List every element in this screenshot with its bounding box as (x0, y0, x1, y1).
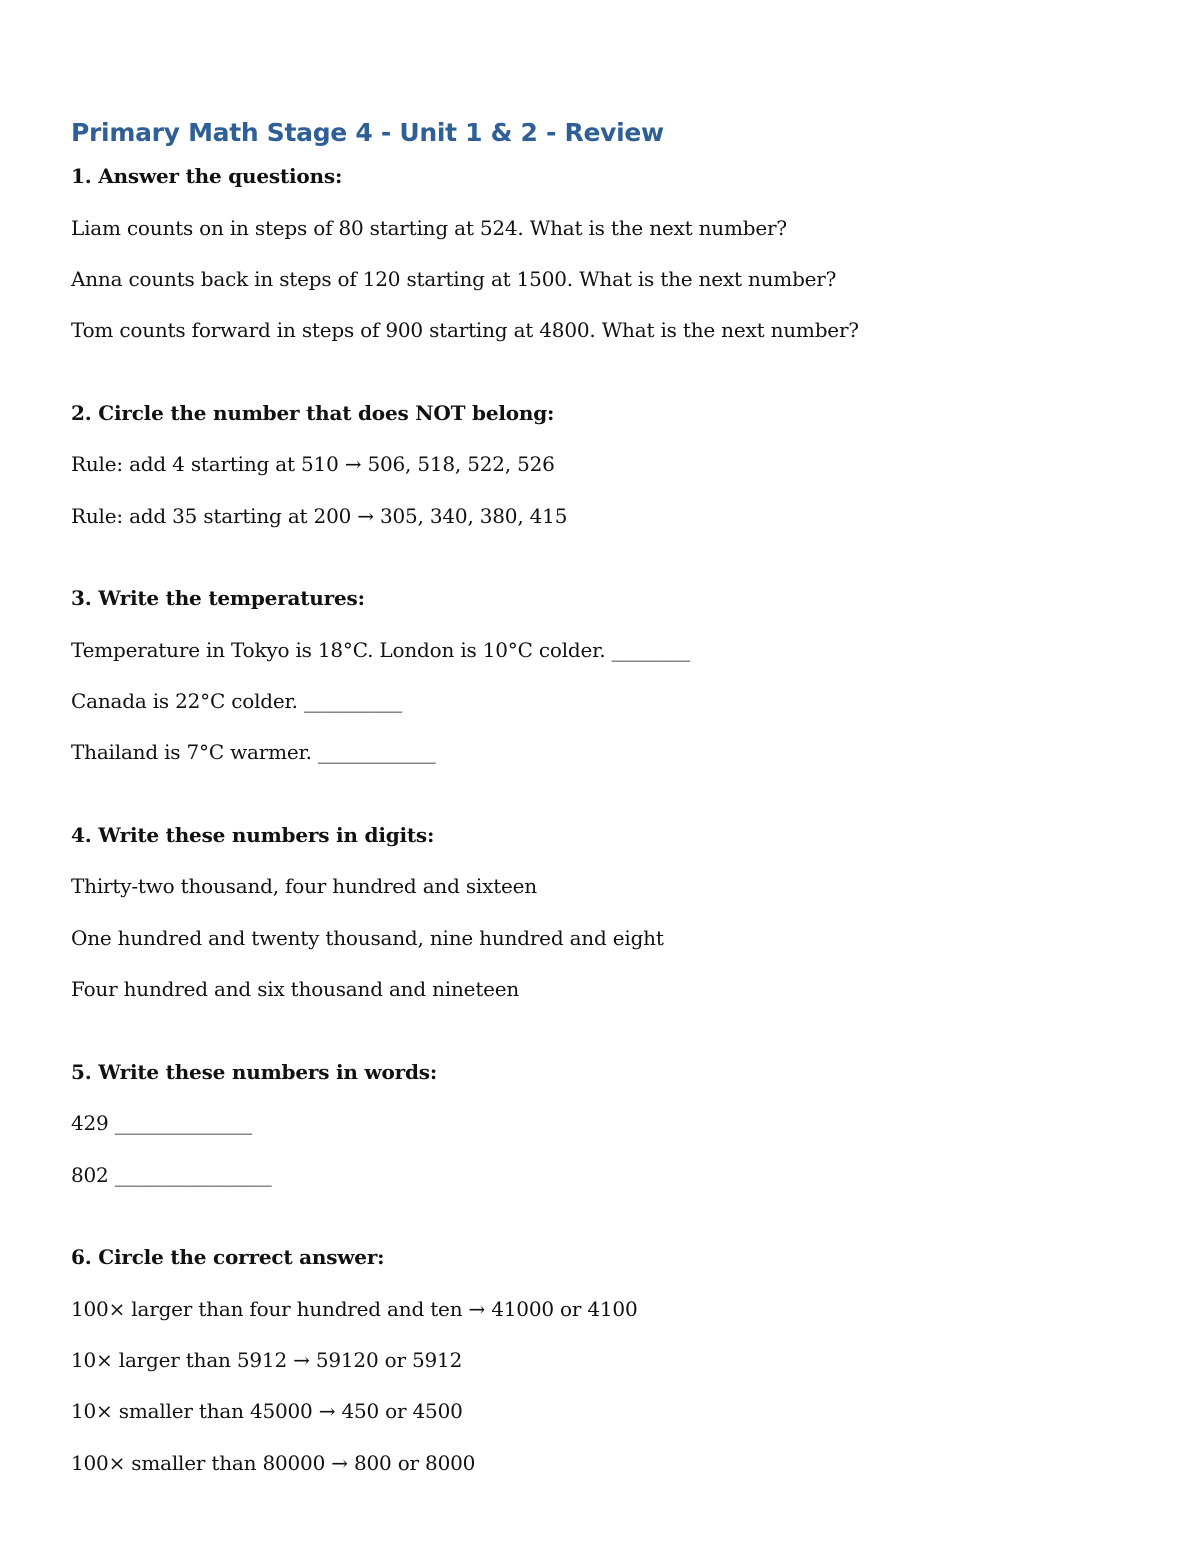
question-line: Thirty-two thousand, four hundred and sixteen (71, 874, 537, 898)
question-line: 100× smaller than 80000 → 800 or 8000 (71, 1451, 476, 1475)
section-heading: 2. Circle the number that does NOT belong: (71, 401, 555, 425)
section-heading: 3. Write the temperatures: (71, 586, 365, 610)
question-line: Rule: add 4 starting at 510 → 506, 518, 522, 526 (71, 452, 555, 476)
question-line: 429 ______________ (71, 1111, 252, 1135)
page-title: Primary Math Stage 4 - Unit 1 & 2 - Review (71, 118, 664, 147)
question-line: Thailand is 7°C warmer. ____________ (71, 740, 436, 764)
question-line: Rule: add 35 starting at 200 → 305, 340, 380, 415 (71, 504, 568, 528)
question-line: Canada is 22°C colder. __________ (71, 689, 402, 713)
question-line: Temperature in Tokyo is 18°C. London is 10°C colder. ________ (71, 638, 691, 662)
question-line: 100× larger than four hundred and ten → 41000 or 4100 (71, 1297, 638, 1321)
question-line: 10× larger than 5912 → 59120 or 5912 (71, 1348, 463, 1372)
question-line: 802 ________________ (71, 1163, 272, 1187)
section-heading: 5. Write these numbers in words: (71, 1060, 438, 1084)
question-line: One hundred and twenty thousand, nine hundred and eight (71, 926, 664, 950)
question-line: Tom counts forward in steps of 900 starting at 4800. What is the next number? (71, 318, 859, 342)
section-heading: 1. Answer the questions: (71, 164, 343, 188)
question-line: Liam counts on in steps of 80 starting at 524. What is the next number? (71, 216, 787, 240)
question-line: Four hundred and six thousand and nineteen (71, 977, 520, 1001)
section-heading: 4. Write these numbers in digits: (71, 823, 435, 847)
question-line: 10× smaller than 45000 → 450 or 4500 (71, 1399, 463, 1423)
section-heading: 6. Circle the correct answer: (71, 1245, 385, 1269)
question-line: Anna counts back in steps of 120 starting at 1500. What is the next number? (71, 267, 837, 291)
